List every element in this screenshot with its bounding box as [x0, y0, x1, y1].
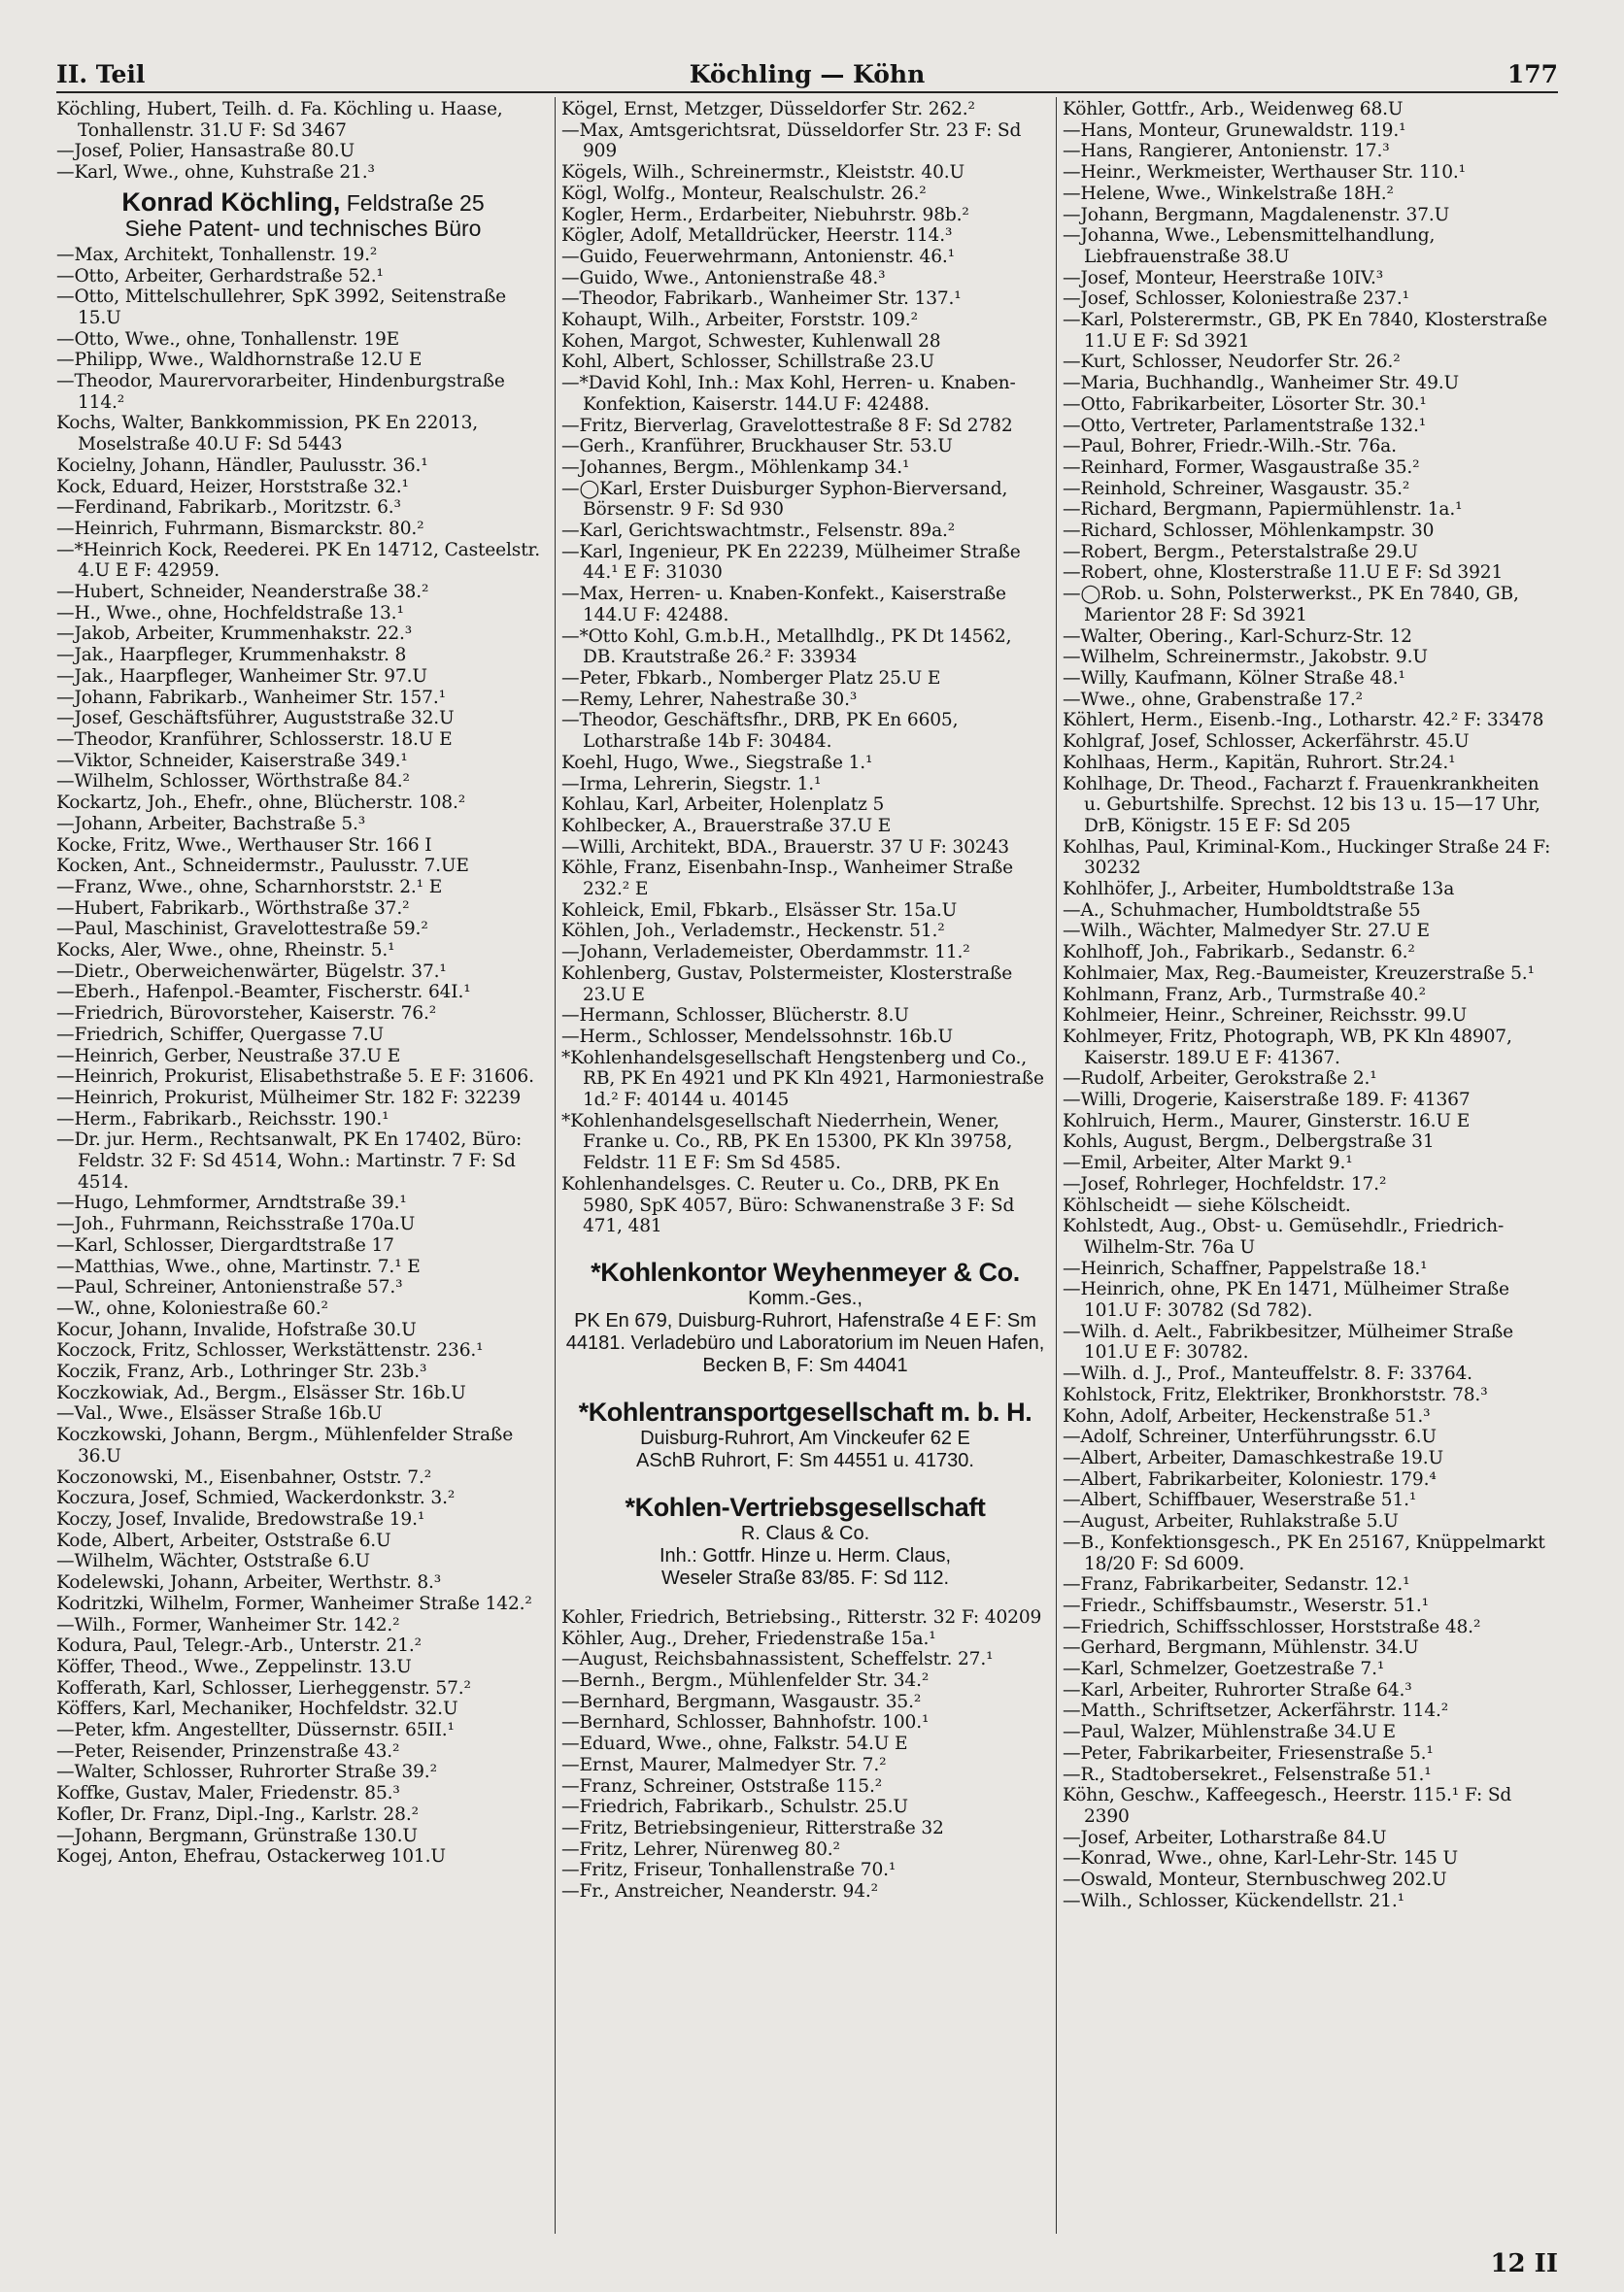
directory-entry: —Emil, Arbeiter, Alter Markt 9.¹	[1063, 1153, 1353, 1174]
directory-entry: —Wilh. d. Aelt., Fabrikbesitzer, Mülheimer Straße 101.U E F: 30782.	[1063, 1321, 1514, 1364]
directory-entry: —Otto, Fabrikarbeiter, Lösorter Str. 30.¹	[1063, 393, 1427, 415]
directory-entry: Kohlbecker, A., Brauerstraße 37.U E	[561, 815, 892, 836]
directory-entry: —Paul, Bohrer, Friedr.-Wilh.-Str. 76a.	[1063, 436, 1397, 457]
directory-entry: Kohleick, Emil, Fbkarb., Elsässer Str. 15a.U	[561, 899, 958, 921]
directory-entry: —Josef, Rohrleger, Hochfeldstr. 17.²	[1063, 1173, 1387, 1195]
directory-entry: Köhlscheidt — siehe Kölscheidt.	[1063, 1195, 1351, 1216]
directory-entry: Köhle, Franz, Eisenbahn-Insp., Wanheimer Straße 232.² E	[561, 858, 1014, 900]
directory-entry: —Heinrich, Schaffner, Pappelstraße 18.¹	[1063, 1258, 1428, 1279]
directory-entry: *Kohlenhandelsgesellschaft Hengstenberg und Co., RB, PK En 4921 und PK Kln 4921, Harmoniestraße 1d.² F: 40144 u. 40145	[561, 1047, 1044, 1111]
directory-entry: —Peter, Reisender, Prinzenstraße 43.²	[56, 1740, 400, 1762]
signature-mark: 12 II	[1490, 2249, 1558, 2278]
directory-entry: —Wwe., ohne, Grabenstraße 17.²	[1063, 689, 1363, 710]
directory-entry: —Irma, Lehrerin, Siegstr. 1.¹	[561, 773, 822, 794]
directory-entry: Koczonowski, M., Eisenbahner, Oststr. 7.²	[56, 1466, 432, 1488]
directory-entry: —Paul, Walzer, Mühlenstraße 34.U E	[1063, 1722, 1396, 1743]
directory-entry: —Max, Architekt, Tonhallenstr. 19.²	[56, 244, 378, 265]
directory-entry: —Eberh., Hafenpol.-Beamter, Fischerstr. 64I.¹	[56, 982, 471, 1003]
directory-entry: —Otto, Vertreter, Parlamentstraße 132.¹	[1063, 415, 1427, 436]
directory-entry: Koczkowiak, Ad., Bergm., Elsässer Str. 16b.U	[56, 1382, 466, 1403]
directory-entry: —Kurt, Schlosser, Neudorfer Str. 26.²	[1063, 352, 1401, 373]
directory-entry: —Ernst, Maurer, Malmedyer Str. 7.²	[561, 1754, 887, 1775]
directory-entry: —Franz, Fabrikarbeiter, Sedanstr. 12.¹	[1063, 1574, 1410, 1596]
running-title: Köchling — Köhn	[689, 60, 926, 88]
directory-entry: —Johann, Arbeiter, Bachstraße 5.³	[56, 813, 366, 834]
directory-entry: Kohlstedt, Aug., Obst- u. Gemüsehdlr., Friedrich-Wilhelm-Str. 76a U	[1063, 1216, 1505, 1258]
directory-entry: —Bernh., Bergm., Mühlenfelder Str. 34.²	[561, 1670, 930, 1692]
directory-entry: —Josef, Monteur, Heerstraße 10IV.³	[1063, 267, 1384, 288]
directory-entry: —Theodor, Maurervorarbeiter, Hindenburgstraße 114.²	[56, 371, 505, 413]
directory-entry: Kofler, Dr. Franz, Dipl.-Ing., Karlstr. 28.²	[56, 1803, 419, 1825]
directory-entry: Kohn, Adolf, Arbeiter, Heckenstraße 51.³	[1063, 1405, 1431, 1427]
directory-entry: —Karl, Ingenieur, PK En 22239, Mülheimer Straße 44.¹ E F: 31030	[561, 541, 1021, 584]
directory-entry: —Gerhard, Bergmann, Mühlenstr. 34.U	[1063, 1637, 1419, 1659]
directory-entry: —Hubert, Schneider, Neanderstraße 38.²	[56, 582, 429, 603]
directory-entry: Kock, Eduard, Heizer, Horststraße 32.¹	[56, 476, 409, 497]
directory-entry: Köhlert, Herm., Eisenb.-Ing., Lotharstr. 42.² F: 33478	[1063, 710, 1544, 731]
directory-entry: Kögels, Wilh., Schreinermstr., Kleiststr. 40.U	[561, 162, 965, 184]
directory-entry: —*Heinrich Kock, Reederei. PK En 14712, Casteelstr. 4.U E F: 42959.	[56, 539, 540, 582]
directory-entry: —Otto, Wwe., ohne, Tonhallenstr. 19E	[56, 328, 400, 350]
directory-entry: Kögler, Adolf, Metalldrücker, Heerstr. 114.³	[561, 225, 953, 247]
directory-entry: —Dr. jur. Herm., Rechtsanwalt, PK En 17402, Büro: Feldstr. 32 F: Sd 4514, Wohn.: Martinstr. 7 F: Sd 4514.	[56, 1129, 523, 1193]
directory-entry: Kohlau, Karl, Arbeiter, Holenplatz 5	[561, 794, 885, 816]
directory-entry: —Karl, Schlosser, Diergardtstraße 17	[56, 1234, 394, 1256]
directory-entry: Kohlhoff, Joh., Fabrikarb., Sedanstr. 6.²	[1063, 942, 1415, 963]
directory-entry: —Richard, Schlosser, Möhlenkampstr. 30	[1063, 521, 1435, 542]
directory-entry: —Heinrich, Prokurist, Elisabethstraße 5. E F: 31606.	[56, 1066, 534, 1088]
column-divider	[555, 97, 556, 2234]
directory-entry: —Fritz, Bierverlag, Gravelottestraße 8 F: Sd 2782	[561, 415, 1013, 436]
directory-entry: —Josef, Polier, Hansastraße 80.U	[56, 141, 355, 162]
directory-entry: Kohlstock, Fritz, Elektriker, Bronkhorststr. 78.³	[1063, 1384, 1488, 1405]
directory-entry: —Wilhelm, Schlosser, Wörthstraße 84.²	[56, 771, 410, 792]
directory-entry: —Paul, Schreiner, Antonienstraße 57.³	[56, 1277, 403, 1298]
directory-entry: —Heinrich, Gerber, Neustraße 37.U E	[56, 1045, 401, 1066]
directory-entry: —Guido, Feuerwehrmann, Antonienstr. 46.¹	[561, 246, 955, 267]
directory-entry: Köchling, Hubert, Teilh. d. Fa. Köchling u. Haase, Tonhallenstr. 31.U F: Sd 3467	[56, 99, 503, 141]
directory-entry: —Karl, Arbeiter, Ruhrorter Straße 64.³	[1063, 1679, 1412, 1701]
directory-entry: Koffke, Gustav, Maler, Friedenstr. 85.³	[56, 1783, 400, 1804]
column-3	[1063, 99, 1558, 2236]
directory-entry: —Reinhard, Former, Wasgaustraße 35.²	[1063, 456, 1420, 478]
directory-entry: —Friedrich, Fabrikarb., Schulstr. 25.U	[561, 1797, 908, 1818]
directory-entry: —Wilh., Former, Wanheimer Str. 142.²	[56, 1614, 400, 1635]
directory-entry: —Franz, Wwe., ohne, Scharnhorststr. 2.¹ E	[56, 876, 443, 897]
directory-entry: —August, Arbeiter, Ruhlakstraße 5.U	[1063, 1511, 1399, 1533]
directory-entry: Kodura, Paul, Telegr.-Arb., Unterstr. 21.²	[56, 1635, 422, 1657]
directory-entry: Koehl, Hugo, Wwe., Siegstraße 1.¹	[561, 752, 873, 773]
directory-entry: Kohlhöfer, J., Arbeiter, Humboldtstraße 13a	[1063, 879, 1455, 900]
directory-entry: —Guido, Wwe., Antonienstraße 48.³	[561, 267, 886, 288]
directory-entry: —Josef, Arbeiter, Lotharstraße 84.U	[1063, 1827, 1387, 1848]
directory-entry: —Willy, Kaufmann, Kölner Straße 48.¹	[1063, 667, 1405, 689]
directory-entry: —Fritz, Lehrer, Nürenweg 80.²	[561, 1838, 840, 1860]
directory-entry: —Willi, Drogerie, Kaiserstraße 189. F: 41367	[1063, 1090, 1471, 1111]
directory-entry: —Matth., Schriftsetzer, Ackerfährstr. 114.²	[1063, 1701, 1449, 1722]
directory-entry: —Johann, Bergmann, Grünstraße 130.U	[56, 1825, 418, 1846]
directory-entry: —R., Stadtobersekret., Felsenstraße 51.¹	[1063, 1764, 1432, 1785]
directory-entry: —Ferdinand, Fabrikarb., Moritzstr. 6.³	[56, 497, 401, 519]
directory-entry: Kocke, Fritz, Wwe., Werthauser Str. 166 I	[56, 834, 432, 856]
directory-entry: —W., ohne, Koloniestraße 60.²	[56, 1298, 328, 1319]
directory-entry: —Wilh., Schlosser, Kückendellstr. 21.¹	[1063, 1890, 1404, 1911]
directory-entry: —*David Kohl, Inh.: Max Kohl, Herren- u. Knaben-Konfektion, Kaiserstr. 144.U F: 42488.	[561, 373, 1016, 415]
directory-entry: —Karl, Polsterermstr., GB, PK En 7840, Klosterstraße 11.U E F: Sd 3921	[1063, 310, 1547, 352]
directory-entry: Kohlmeyer, Fritz, Photograph, WB, PK Kln 48907, Kaiserstr. 189.U E F: 41367.	[1063, 1026, 1512, 1068]
directory-entry: Kohlenberg, Gustav, Polstermeister, Klosterstraße 23.U E	[561, 962, 1013, 1005]
directory-entry: —Matthias, Wwe., ohne, Martinstr. 7.¹ E	[56, 1256, 421, 1277]
directory-entry: —◯Karl, Erster Duisburger Syphon-Bierversand, Börsenstr. 9 F: Sd 930	[561, 478, 1008, 521]
directory-entry: —Friedrich, Bürovorsteher, Kaiserstr. 76.²	[56, 1003, 437, 1025]
directory-entry: Kohl, Albert, Schlosser, Schillstraße 23.U	[561, 352, 935, 373]
directory-entry: —Robert, Bergm., Peterstalstraße 29.U	[1063, 541, 1418, 562]
advert-koechling: Konrad Köchling, Feldstraße 25 Siehe Patent- und technisches Büro	[121, 186, 485, 241]
directory-entry: —Karl, Schmelzer, Goetzestraße 7.¹	[1063, 1659, 1385, 1680]
directory-entry: —Heinrich, ohne, PK En 1471, Mülheimer Straße 101.U F: 30782 (Sd 782).	[1063, 1279, 1509, 1322]
directory-entry: —Josef, Schlosser, Koloniestraße 237.¹	[1063, 288, 1409, 310]
advert-kohlentransport: *Kohlentransportgesellschaft m. b. H. Duisburg-Ruhrort, Am Vinckeufer 62 E ASchB Ruhrort, F: Sm 44551 u. 41730.	[578, 1397, 1032, 1471]
directory-entry: —August, Reichsbahnassistent, Scheffelstr. 27.¹	[561, 1649, 994, 1670]
directory-entry: —Reinhold, Schreiner, Wasgaustr. 35.²	[1063, 478, 1410, 499]
directory-entry: —Robert, ohne, Klosterstraße 11.U E F: Sd 3921	[1063, 562, 1504, 584]
directory-entry: Kohlmann, Franz, Arb., Turmstraße 40.²	[1063, 984, 1426, 1005]
directory-entry: —Theodor, Fabrikarb., Wanheimer Str. 137.¹	[561, 288, 962, 310]
directory-entry: —Johanna, Wwe., Lebensmittelhandlung, Liebfrauenstraße 38.U	[1063, 225, 1436, 267]
directory-entry: —A., Schuhmacher, Humboldtstraße 55	[1063, 899, 1421, 921]
directory-entry: —Otto, Mittelschullehrer, SpK 3992, Seitenstraße 15.U	[56, 286, 506, 328]
directory-entry: Köhlen, Joh., Verlademstr., Heckenstr. 51.²	[561, 921, 945, 942]
directory-entry: Kodelewski, Johann, Arbeiter, Werthstr. 8.³	[56, 1572, 442, 1594]
directory-entry: —Walter, Schlosser, Ruhrorter Straße 39.²	[56, 1762, 437, 1783]
directory-entry: Kohlmaier, Max, Reg.-Baumeister, Kreuzerstraße 5.¹	[1063, 962, 1535, 984]
directory-entry: Köffer, Theod., Wwe., Zeppelinstr. 13.U	[56, 1656, 412, 1677]
directory-entry: Kohlgraf, Josef, Schlosser, Ackerfährstr. 45.U	[1063, 731, 1470, 753]
directory-entry: —Peter, Fabrikarbeiter, Friesenstraße 5.¹	[1063, 1742, 1434, 1764]
directory-entry: —Heinrich, Prokurist, Mülheimer Str. 182 F: 32239	[56, 1087, 522, 1108]
directory-entry: Koczy, Josef, Invalide, Bredowstraße 19.¹	[56, 1509, 425, 1530]
directory-entry: —B., Konfektionsgesch., PK En 25167, Knüppelmarkt 18/20 F: Sd 6009.	[1063, 1532, 1545, 1574]
directory-entry: —Willi, Architekt, BDA., Brauerstr. 37 U F: 30243	[561, 836, 1009, 858]
directory-entry: Koczock, Fritz, Schlosser, Werkstättenstr. 236.¹	[56, 1340, 484, 1362]
directory-entry: *Kohlenhandelsgesellschaft Niederrhein, Wener, Franke u. Co., RB, PK En 15300, PK Kln 39758, Feldstr. 11 E F: Sm Sd 4585.	[561, 1110, 1013, 1174]
directory-entry: —Otto, Arbeiter, Gerhardstraße 52.¹	[56, 265, 384, 286]
directory-entry: —Bernhard, Bergmann, Wasgaustr. 35.²	[561, 1691, 922, 1712]
directory-entry: Koczura, Josef, Schmied, Wackerdonkstr. 3.²	[56, 1488, 456, 1509]
directory-entry: Koczik, Franz, Arb., Lothringer Str. 23b.³	[56, 1362, 427, 1383]
directory-entry: Kohen, Margot, Schwester, Kuhlenwall 28	[561, 330, 941, 352]
directory-entry: —Johann, Bergmann, Magdalenenstr. 37.U	[1063, 204, 1450, 225]
directory-entry: —Hans, Monteur, Grunewaldstr. 119.¹	[1063, 119, 1406, 141]
directory-entry: —Max, Amtsgerichtsrat, Düsseldorfer Str. 23 F: Sd 909	[561, 119, 1022, 162]
page-number: 177	[1506, 60, 1558, 88]
directory-entry: Kohls, August, Bergm., Delbergstraße 31	[1063, 1131, 1435, 1153]
directory-entry: Kohlmeier, Heinr., Schreiner, Reichsstr. 99.U	[1063, 1005, 1468, 1027]
directory-entry: —Helene, Wwe., Winkelstraße 18H.²	[1063, 183, 1394, 204]
directory-entry: —Wilh., Wächter, Malmedyer Str. 27.U E	[1063, 921, 1430, 942]
directory-entry: —Johann, Fabrikarb., Wanheimer Str. 157.¹	[56, 687, 446, 708]
directory-entry: Kocks, Aler, Wwe., ohne, Rheinstr. 5.¹	[56, 940, 395, 961]
directory-entry: Kohlhage, Dr. Theod., Facharzt f. Frauenkrankheiten u. Geburtshilfe. Sprechst. 12 bis 13 u. 15—17 Uhr, DrB, Königstr. 15 E F: Sd 205	[1063, 773, 1540, 836]
directory-entry: Kockartz, Joh., Ehefr., ohne, Blücherstr. 108.²	[56, 792, 466, 814]
directory-entry: —Philipp, Wwe., Waldhornstraße 12.U E	[56, 350, 423, 371]
directory-entry: —Fritz, Friseur, Tonhallenstraße 70.¹	[561, 1860, 897, 1881]
directory-entry: Köhler, Aug., Dreher, Friedenstraße 15a.¹	[561, 1628, 936, 1649]
directory-entry: —Theodor, Geschäftsfhr., DRB, PK En 6605, Lotharstraße 14b F: 30484.	[561, 710, 959, 753]
directory-entry: —Viktor, Schneider, Kaiserstraße 349.¹	[56, 750, 408, 771]
directory-entry: —Friedr., Schiffsbaumstr., Weserstr. 51.¹	[1063, 1595, 1429, 1616]
advert-kohlen-vertrieb: *Kohlen-Vertriebsgesellschaft R. Claus & Co. Inh.: Gottfr. Hinze u. Herm. Claus, Weseler Straße 83/85. F: Sd 112.	[625, 1492, 986, 1589]
directory-entry: —Gerh., Kranführer, Bruckhauser Str. 53.U	[561, 436, 953, 457]
directory-entry: Kogler, Herm., Erdarbeiter, Niebuhrstr. 98b.²	[561, 204, 969, 225]
directory-entry: —Jak., Haarpfleger, Wanheimer Str. 97.U	[56, 665, 427, 687]
directory-entry: —Max, Herren- u. Knaben-Konfekt., Kaiserstraße 144.U F: 42488.	[561, 584, 1006, 625]
directory-entry: —Joh., Fuhrmann, Reichsstraße 170a.U	[56, 1214, 416, 1235]
directory-entry: —Bernhard, Schlosser, Bahnhofstr. 100.¹	[561, 1712, 930, 1734]
directory-entry: —Karl, Gerichtswachtmstr., Felsenstr. 89a.²	[561, 521, 956, 542]
directory-entry: Kode, Albert, Arbeiter, Oststraße 6.U	[56, 1530, 391, 1551]
directory-entry: Köhn, Geschw., Kaffeegesch., Heerstr. 115.¹ F: Sd 2390	[1063, 1785, 1512, 1827]
directory-entry: Kohler, Friedrich, Betriebsing., Ritterstr. 32 F: 40209	[561, 1606, 1042, 1628]
directory-entry: Köffers, Karl, Mechaniker, Hochfeldstr. 32.U	[56, 1699, 458, 1720]
directory-entry: Kögel, Ernst, Metzger, Düsseldorfer Str. 262.²	[561, 99, 975, 119]
directory-entry: Kogej, Anton, Ehefrau, Ostackerweg 101.U	[56, 1846, 446, 1868]
directory-entry: —Walter, Obering., Karl-Schurz-Str. 12	[1063, 625, 1412, 647]
directory-entry: Kohlhaas, Herm., Kapitän, Ruhrort. Str.24.¹	[1063, 752, 1456, 773]
directory-entry: Kocur, Johann, Invalide, Hofstraße 30.U	[56, 1319, 417, 1340]
directory-entry: —Johannes, Bergm., Möhlenkamp 34.¹	[561, 456, 910, 478]
directory-entry: —Johann, Verlademeister, Oberdammstr. 11.²	[561, 942, 970, 963]
directory-entry: —Jakob, Arbeiter, Krummenhakstr. 22.³	[56, 624, 413, 645]
advert-kohlenkontor: *Kohlenkontor Weyhenmeyer & Co. Komm.-Ges., PK En 679, Duisburg-Ruhrort, Hafenstraße 4 E F: Sm 44181. Verladebüro und Laboratorium im Neuen Hafen, Becken B, F: Sm 44041	[565, 1257, 1045, 1376]
directory-entry: —Oswald, Monteur, Sternbuschweg 202.U	[1063, 1870, 1447, 1891]
directory-entry: —Albert, Schiffbauer, Weserstraße 51.¹	[1063, 1490, 1417, 1511]
directory-entry: —Josef, Geschäftsführer, Auguststraße 32.U	[56, 708, 455, 729]
directory-entry: Kohlruich, Herm., Maurer, Ginsterstr. 16.U E	[1063, 1110, 1471, 1131]
directory-entry: —Richard, Bergmann, Papiermühlenstr. 1a.¹	[1063, 499, 1463, 521]
directory-entry: —Heinrich, Fuhrmann, Bismarckstr. 80.²	[56, 518, 424, 539]
directory-entry: —Herm., Fabrikarb., Reichsstr. 190.¹	[56, 1108, 389, 1129]
directory-entry: —Hugo, Lehmformer, Arndtstraße 39.¹	[56, 1193, 407, 1214]
column-2	[561, 99, 1049, 2236]
directory-entry: —H., Wwe., ohne, Hochfeldstraße 13.¹	[56, 602, 404, 624]
directory-entry: —Remy, Lehrer, Nahestraße 30.³	[561, 689, 858, 710]
directory-entry: Kocielny, Johann, Händler, Paulusstr. 36.¹	[56, 455, 428, 476]
directory-entry: —Maria, Buchhandlg., Wanheimer Str. 49.U	[1063, 373, 1460, 394]
directory-entry: Kohlhas, Paul, Kriminal-Kom., Huckinger Straße 24 F: 30232	[1063, 836, 1551, 879]
directory-entry: —Peter, kfm. Angestellter, Düssernstr. 65II.¹	[56, 1720, 455, 1741]
directory-entry: —Friedrich, Schiffsschlosser, Horststraße 48.²	[1063, 1616, 1481, 1637]
directory-entry: —Franz, Schreiner, Oststraße 115.²	[561, 1775, 883, 1797]
directory-entry: Kögl, Wolfg., Monteur, Realschulstr. 26.²	[561, 183, 927, 204]
directory-entry: —Adolf, Schreiner, Unterführungsstr. 6.U	[1063, 1427, 1437, 1448]
directory-entry: —Paul, Maschinist, Gravelottestraße 59.²	[56, 919, 428, 940]
directory-entry: Kodritzki, Wilhelm, Former, Wanheimer Straße 142.²	[56, 1593, 532, 1614]
directory-entry: —Konrad, Wwe., ohne, Karl-Lehr-Str. 145 U	[1063, 1848, 1458, 1870]
directory-entry: —*Otto Kohl, G.m.b.H., Metallhdlg., PK Dt 14562, DB. Krautstraße 26.² F: 33934	[561, 625, 1012, 668]
directory-entry: Kochs, Walter, Bankkommission, PK En 22013, Moselstraße 40.U F: Sd 5443	[56, 413, 479, 455]
page-header	[56, 58, 1558, 93]
directory-entry: —Dietr., Oberweichenwärter, Bügelstr. 37.¹	[56, 961, 447, 982]
directory-entry: Kofferath, Karl, Schlosser, Lierheggenstr. 57.²	[56, 1677, 471, 1699]
directory-entry: —Jak., Haarpfleger, Krummenhakstr. 8	[56, 645, 407, 666]
directory-entry: —Peter, Fbkarb., Nomberger Platz 25.U E	[561, 667, 941, 689]
column-divider	[1056, 97, 1057, 2234]
directory-entry: —Wilh. d. J., Prof., Manteuffelstr. 8. F: 33764.	[1063, 1364, 1472, 1385]
directory-entry: —Fr., Anstreicher, Neanderstr. 94.²	[561, 1881, 878, 1903]
directory-entry: —◯Rob. u. Sohn, Polsterwerkst., PK En 7840, GB, Marientor 28 F: Sd 3921	[1063, 584, 1519, 625]
directory-entry: —Hans, Rangierer, Antonienstr. 17.³	[1063, 141, 1390, 162]
directory-entry: Koczkowski, Johann, Bergm., Mühlenfelder Straße 36.U	[56, 1425, 514, 1466]
directory-entry: —Wilhelm, Schreinermstr., Jakobstr. 9.U	[1063, 647, 1428, 668]
directory-entry: —Heinr., Werkmeister, Werthauser Str. 110.¹	[1063, 162, 1466, 184]
directory-entry: Kocken, Ant., Schneidermstr., Paulusstr. 7.UE	[56, 856, 469, 877]
directory-entry: —Eduard, Wwe., ohne, Falkstr. 54.U E	[561, 1734, 908, 1755]
directory-entry: —Albert, Fabrikarbeiter, Koloniestr. 179.⁴	[1063, 1468, 1437, 1490]
directory-entry: Kohaupt, Wilh., Arbeiter, Forststr. 109.²	[561, 310, 918, 331]
directory-entry: —Theodor, Kranführer, Schlosserstr. 18.U E	[56, 728, 453, 750]
directory-entry: —Hubert, Fabrikarb., Wörthstraße 37.²	[56, 897, 410, 919]
directory-entry: —Karl, Wwe., ohne, Kuhstraße 21.³	[56, 162, 375, 184]
section-label: II. Teil	[56, 60, 146, 88]
directory-entry: —Fritz, Betriebsingenieur, Ritterstraße 32	[561, 1818, 944, 1838]
directory-entry: Köhler, Gottfr., Arb., Weidenweg 68.U	[1063, 99, 1404, 119]
directory-entry: —Val., Wwe., Elsässer Straße 16b.U	[56, 1403, 383, 1425]
directory-entry: Kohlenhandelsges. C. Reuter u. Co., DRB, PK En 5980, SpK 4057, Büro: Schwanenstraße 3 F: Sd 471, 481	[561, 1173, 1015, 1237]
directory-entry: —Albert, Arbeiter, Damaschkestraße 19.U	[1063, 1448, 1443, 1468]
directory-entry: —Wilhelm, Wächter, Oststraße 6.U	[56, 1551, 370, 1572]
directory-entry: —Herm., Schlosser, Mendelssohnstr. 16b.U	[561, 1026, 954, 1047]
directory-entry: —Friedrich, Schiffer, Quergasse 7.U	[56, 1024, 385, 1045]
directory-entry: —Hermann, Schlosser, Blücherstr. 8.U	[561, 1005, 909, 1027]
directory-entry: —Rudolf, Arbeiter, Gerokstraße 2.¹	[1063, 1068, 1377, 1090]
column-1	[56, 99, 550, 2236]
